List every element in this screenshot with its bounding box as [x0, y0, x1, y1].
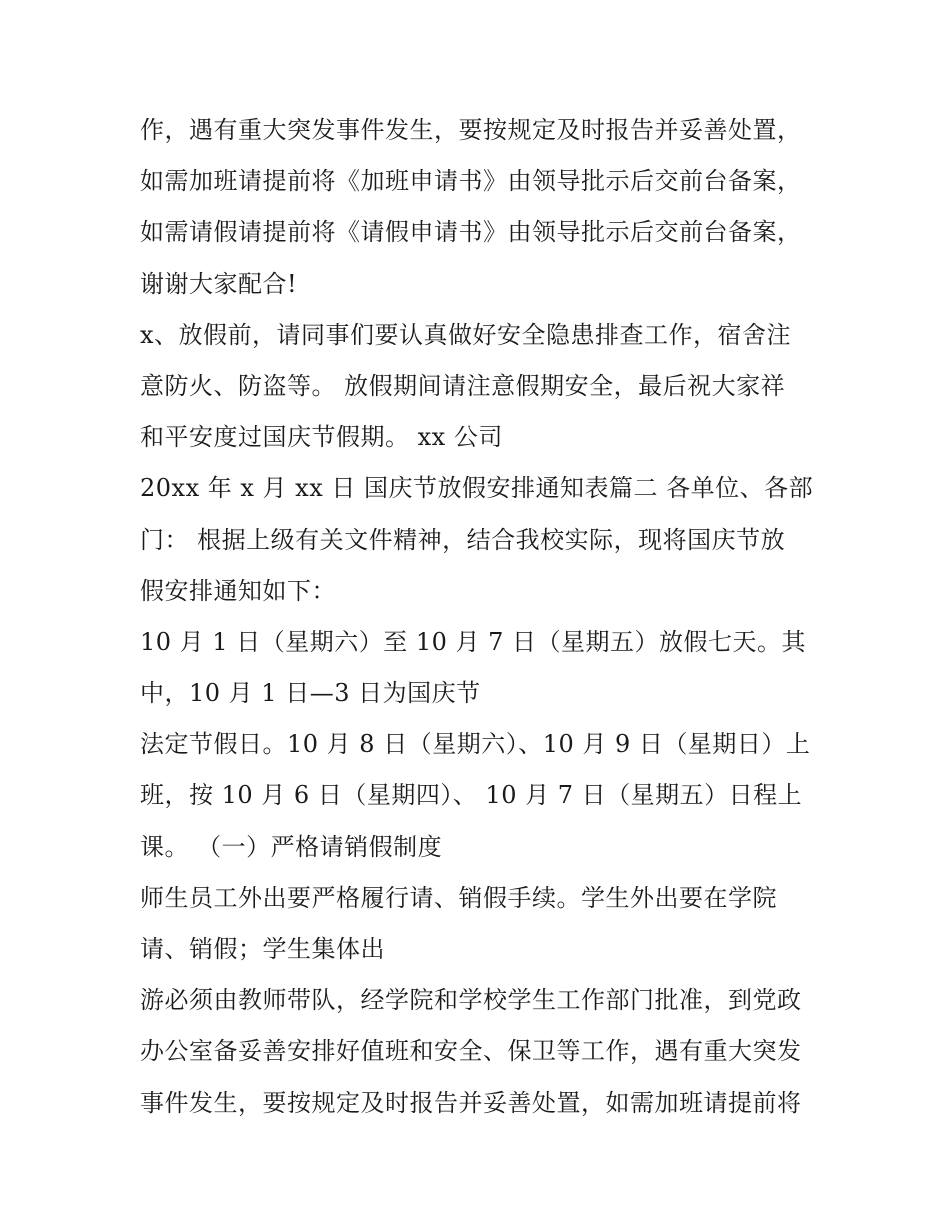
- text-line: 法定节假日。10 月 8 日（星期六）、10 月 9 日（星期日）上: [140, 730, 811, 759]
- text-line: 假安排通知如下：: [140, 576, 336, 605]
- text-line: 20xx 年 x 月 xx 日 国庆节放假安排通知表篇二 各单位、各部: [140, 474, 814, 503]
- text-line: 谢谢大家配合!: [140, 269, 298, 298]
- text-line: 师生员工外出要严格履行请、销假手续。学生外出要在学院: [140, 883, 777, 912]
- text-line: 和平安度过国庆节假期。 xx 公司: [140, 423, 503, 452]
- text-line: 游必须由教师带队，经学院和学校学生工作部门批准，到党政: [140, 986, 802, 1015]
- text-line: 办公室备妥善安排好值班和安全、保卫等工作，遇有重大突发: [140, 1037, 802, 1066]
- text-line: 课。 （一）严格请销假制度: [140, 832, 443, 861]
- text-line: 班，按 10 月 6 日（星期四）、 10 月 7 日（星期五）日程上: [140, 781, 803, 810]
- text-line: 门： 根据上级有关文件精神，结合我校实际，现将国庆节放: [140, 525, 786, 554]
- text-line: 10 月 1 日（星期六）至 10 月 7 日（星期五）放假七天。其: [140, 627, 807, 656]
- text-line: 事件发生，要按规定及时报告并妥善处置，如需加班请提前将: [140, 1088, 802, 1117]
- text-line: 如需加班请提前将《加班申请书》由领导批示后交前台备案，: [140, 167, 802, 196]
- text-line: 如需请假请提前将《请假申请书》由领导批示后交前台备案，: [140, 218, 802, 247]
- text-line: 意防火、防盗等。 放假期间请注意假期安全，最后祝大家祥: [140, 371, 786, 400]
- text-line: 作，遇有重大突发事件发生，要按规定及时报告并妥善处置，: [140, 116, 802, 144]
- text-line: 中，10 月 1 日—3 日为国庆节: [140, 679, 481, 708]
- text-line: x、放假前，请同事们要认真做好安全隐患排查工作，宿舍注: [140, 320, 792, 349]
- text-line: 请、销假；学生集体出: [140, 935, 385, 963]
- body-text: [140, 105, 830, 1129]
